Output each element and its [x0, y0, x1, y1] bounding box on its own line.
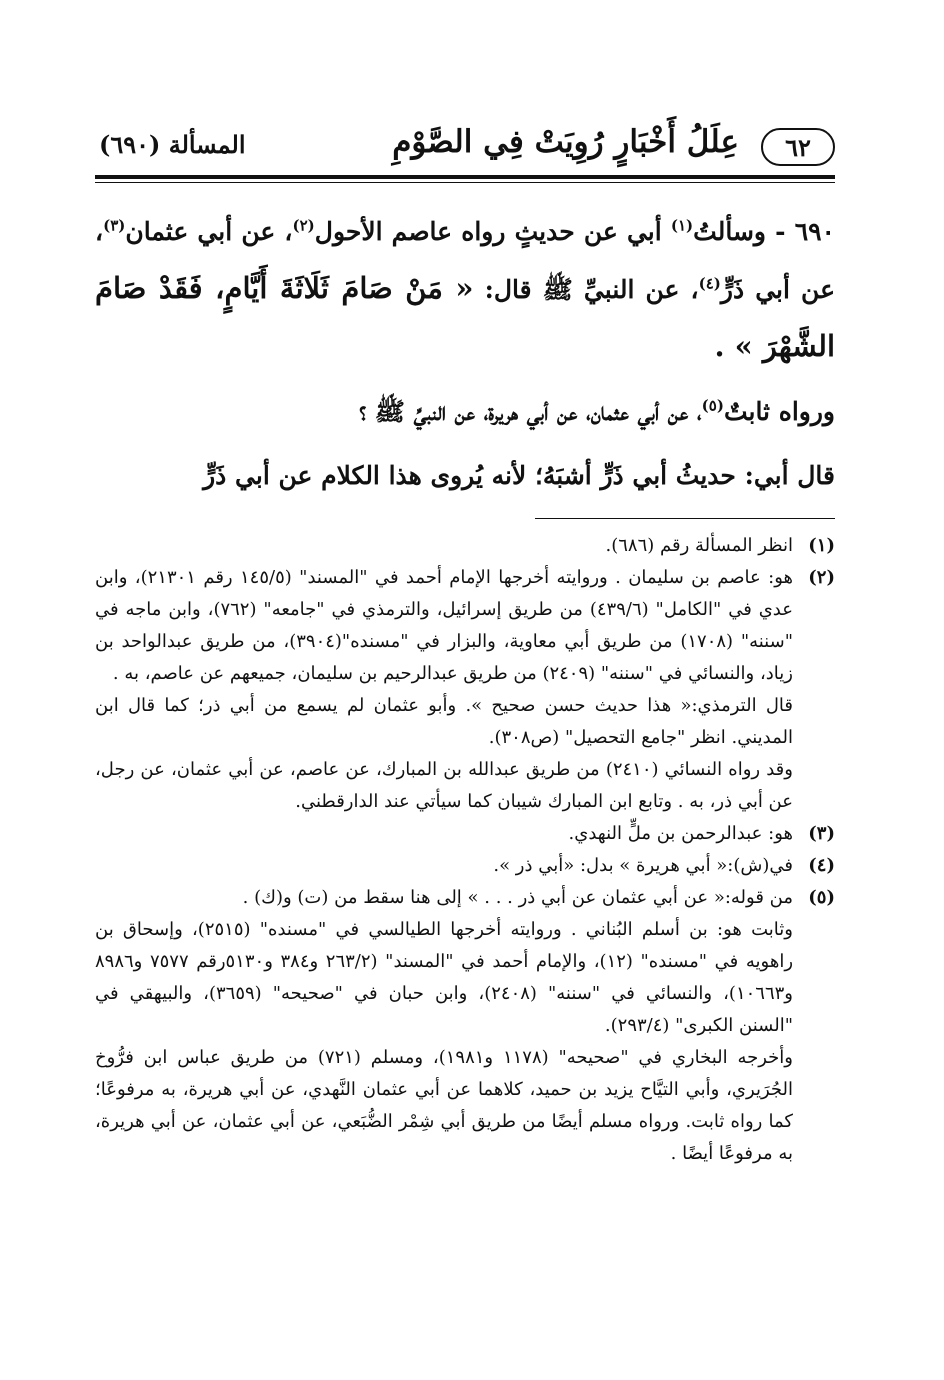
- header-rule-thick: [95, 175, 835, 179]
- main-text: [95, 204, 835, 504]
- footnote-paragraph: وأخرجه البخاري في "صحيحه" (١١٧٨ و١٩٨١)، ومسلم (٧٢١) من طريق عباس ابن فرُّوخ الجُرَيري، وأبي التيَّاح يزيد بن حميد، كلاهما عن أبي عثمان النَّهدي، عن أبي هريرة، به مرفوعًا؛ كما رواه ثابت. ورواه مسلم أيضًا من طريق أبي شِمْر الضُّبَعي، عن أبي عثمان، عن أبي هريرة، به مرفوعًا أيضًا .: [95, 1047, 793, 1164]
- question-text-3: ، عن أبي عثمان: [125, 217, 293, 246]
- hadith-text: « مَنْ صَامَ ثَلَاثَةَ أَيَّامٍ، فَقَدْ صَامَ الشَّهْرَ » .: [95, 271, 835, 363]
- footnote-paragraph: قال الترمذي:« هذا حديث حسن صحيح ». وأبو عثمان لم يسمع من أبي ذر؛ كما قال ابن المديني. انظر "جامع التحصيل" (ص٣٠٨).: [95, 695, 793, 748]
- footnote-body: [95, 882, 793, 1170]
- book-title: عِلَلُ أَخْبَارٍ رُوِيَتْ فِي الصَّوْمِ: [392, 124, 739, 160]
- footnote-number: (٣): [808, 823, 835, 844]
- footnote-ref-3[interactable]: (٣): [103, 216, 126, 235]
- footnote-body: [95, 850, 793, 882]
- footnote-paragraph: هو: عبدالرحمن بن ملٍّ النهدي.: [568, 823, 793, 844]
- footnote-ref-2[interactable]: (٢): [292, 216, 315, 235]
- footnote-paragraph: وقد رواه النسائي (٢٤١٠) من طريق عبدالله بن المبارك، عن عاصم، عن أبي عثمان، عن رجل، عن أبي ذر، به . وتابع ابن المبارك شيبان كما سيأتي عند الدارقطني.: [95, 759, 793, 812]
- question-paragraph: [95, 204, 835, 376]
- footnote-body: [95, 562, 793, 818]
- header-rule-thin: [95, 182, 835, 183]
- thabit-paragraph: [95, 384, 835, 440]
- question-text-4: ، عن أبي ذَرٍّ: [95, 217, 835, 304]
- footnote-body: [95, 818, 793, 850]
- footnote-divider: [535, 518, 835, 519]
- footnote-ref-5[interactable]: (٥): [701, 396, 724, 415]
- footnote-4: [95, 850, 835, 882]
- page-header: [95, 124, 835, 174]
- question-text-1: وسألتُ: [693, 217, 766, 246]
- footnote-5: [95, 882, 835, 1170]
- footnote-number: (٥): [808, 887, 835, 908]
- answer-paragraph: قال أبي: حديثُ أبي ذَرٍّ أشبَهُ؛ لأنه يُروى هذا الكلام عن أبي ذَرٍّ: [203, 461, 835, 490]
- footnote-paragraph: انظر المسألة رقم (٦٨٦).: [605, 535, 793, 556]
- footnote-1: [95, 530, 835, 562]
- footnote-3: [95, 818, 835, 850]
- footnote-number: (١): [808, 535, 835, 556]
- footnote-paragraph: وثابت هو: بن أسلم البُناني . وروايته أخرجها الطيالسي في "مسنده" (٢٥١٥)، وإسحاق بن راهويه في "مسنده" (١٢)، والإمام أحمد في "المسند" (٢٦٣/٢ و٣٨٤ و٥١٣٠رقم ٧٥٧٧ و٨٩٨٦ و١٠٦٦٣)، والنسائي في "سننه" (٢٤٠٨)، وابن حبان في "صحيحه" (٣٦٥٩)، والبيهقي في "السنن الكبرى" (٢٩٣/٤).: [95, 919, 794, 1036]
- footnote-2: [95, 562, 835, 818]
- question-text-5: ، عن النبيِّ ﷺ قال:: [484, 275, 699, 304]
- footnote-paragraph: من قوله:« عن أبي عثمان عن أبي ذر . . . » إلى هنا سقط من (ت) و(ك) .: [242, 887, 793, 908]
- issue-number: ٦٩٠ -: [775, 217, 835, 246]
- footnote-number: (٤): [808, 855, 835, 876]
- footnote-paragraph: هو: عاصم بن سليمان . وروايته أخرجها الإمام أحمد في "المسند" (١٤٥/٥ رقم ٢١٣٠١)، وابن عدي في "الكامل" (٤٣٩/٦) من طريق إسرائيل، والترمذي في "جامعه" (٧٦٢)، وابن ماجه في "سننه" (١٧٠٨) من طريق أبي معاوية، والبزار في "مسنده"(٣٩٠٤)، من طريق عبدالواحد بن زياد، والنسائي في "سننه" (٢٤٠٩) من طريق عبدالرحيم بن سليمان، جميعهم عن عاصم، به .: [95, 567, 793, 684]
- thabit-text-2: ، عن أبي عثمان، عن أبي هريرة، عن النبيِّ ﷺ ؟: [359, 397, 702, 426]
- footnotes: [95, 530, 835, 1170]
- footnote-ref-1[interactable]: (١): [670, 216, 694, 235]
- question-text-2: أبي عن حديثٍ رواه عاصم الأحول: [314, 217, 662, 246]
- page-number-badge: ٦٢: [761, 128, 835, 166]
- footnote-number: (٢): [808, 567, 835, 588]
- thabit-text-1: ورواه ثابتٌ: [723, 397, 835, 426]
- footnote-ref-4[interactable]: (٤): [698, 274, 721, 293]
- book-page: [95, 118, 835, 1278]
- footnote-paragraph: في(ش):« أبي هريرة » بدل: «أبي ذر ».: [493, 855, 793, 876]
- footnote-body: [95, 530, 793, 562]
- issue-title: المسألة (٦٩٠): [99, 130, 246, 159]
